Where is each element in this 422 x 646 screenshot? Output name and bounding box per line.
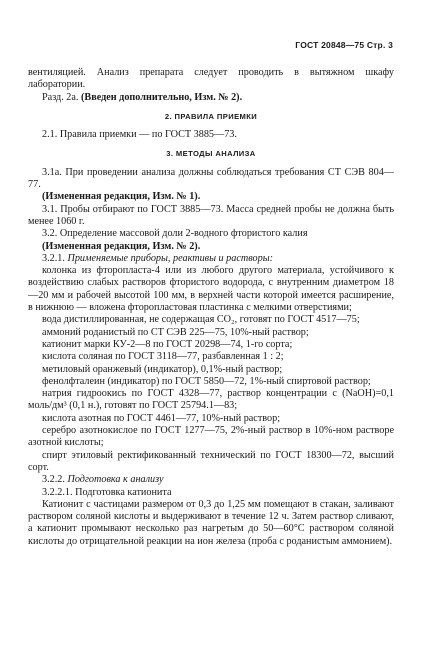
subsection-heading [28,253,394,265]
paragraph: вентиляцией. Анализ препарата следует проводить в вытяжном шкафу лаборатории. [28,67,394,91]
list-item: спирт этиловый ректификованный технический по ГОСТ 18300—72, высший сорт. [28,449,394,473]
list-item: кислота соляная по ГОСТ 3118—77, разбавленная 1 : 2; [42,351,284,363]
subsection-heading: 3.2.2.1. Подготовка катионита [42,486,172,498]
clause-title: Применяемые приборы, реактивы и растворы: [67,252,274,264]
paragraph: 2.1. Правила приемки — по ГОСТ 3885—73. [42,129,237,141]
list-item: катионит марки КУ-2—8 по ГОСТ 20298—74, 1-го сорта; [42,338,293,350]
list-item: аммоний роданистый по СТ СЭВ 225—75, 10%-ный раствор; [42,326,309,338]
clause-title: Подготовка к анализу [67,474,164,486]
paragraph: 3.2. Определение массовой доли 2-водного фтористого калия [42,228,308,240]
section-heading: 2. ПРАВИЛА ПРИЕМКИ [164,111,258,121]
list-item: метиловый оранжевый (индикатор), 0,1%-ный раствор; [42,363,283,375]
section-heading: 3. МЕТОДЫ АНАЛИЗА [166,149,256,159]
running-head: ГОСТ 20848—75 Стр. 3 [295,40,393,50]
paragraph: 3.1. Пробы отбирают по ГОСТ 3885—73. Масса средней пробы не должна быть менее 1060 г. [28,203,394,227]
amendment-text: (Введен дополнительно, Изм. № 2). [81,91,243,103]
list-item: кислота азотная по ГОСТ 4461—77, 10%-ный раствор; [42,412,281,424]
paragraph: Катионит с частицами размером от 0,3 до 1,25 мм помещают в стакан, заливают раствором соляной кислоты и выдерживают в течение 12 ч. Затем раствор сливают, а катионит промывают несколько раз нагретым до 50—60°С раствором соляной кислоты до отрицательной реакции на ион железа (проба с роданистым аммонием). [28,498,394,547]
amendment-note: (Измененная редакция, Изм. № 2). [42,240,201,252]
clause-number: 3.2.1. [42,252,65,264]
subsection-heading [28,474,394,486]
list-item: колонка из фторопласта-4 или из любого другого материала, устойчивого к воздействию слабых растворов фтористого водорода, с внутренним диаметром 18—20 мм и рабочей высотой 100 мм, в верхней части которой имеется расширение, в нижнюю — вложена фторопластовая пластинка с мелкими отверстиями; [28,265,394,314]
paragraph: 3.1а. При проведении анализа должны соблюдаться требования СТ СЭВ 804—77. [28,166,394,191]
section-ref: Разд. 2а. [42,91,79,103]
list-item: серебро азотнокислое по ГОСТ 1277—75, 2%-ный раствор в 10%-ном растворе азотной кислоты; [28,425,394,449]
list-item: фенолфталеин (индикатор) по ГОСТ 5850—72, 1%-ный спиртовой раствор; [42,375,371,387]
amendment-note [28,92,394,104]
list-item: вода дистиллированная, не содержащая CO₂, готовят по ГОСТ 4517—75; [42,314,360,326]
amendment-note: (Измененная редакция, Изм. № 1). [42,191,201,203]
list-item: натрия гидроокись по ГОСТ 4328—77, раствор концентрации с (NaOH)=0,1 моль/дм³ (0,1 н.), готовят по ГОСТ 25794.1—83; [28,388,394,412]
page-body [28,67,394,548]
clause-number: 3.2.2. [42,474,65,486]
